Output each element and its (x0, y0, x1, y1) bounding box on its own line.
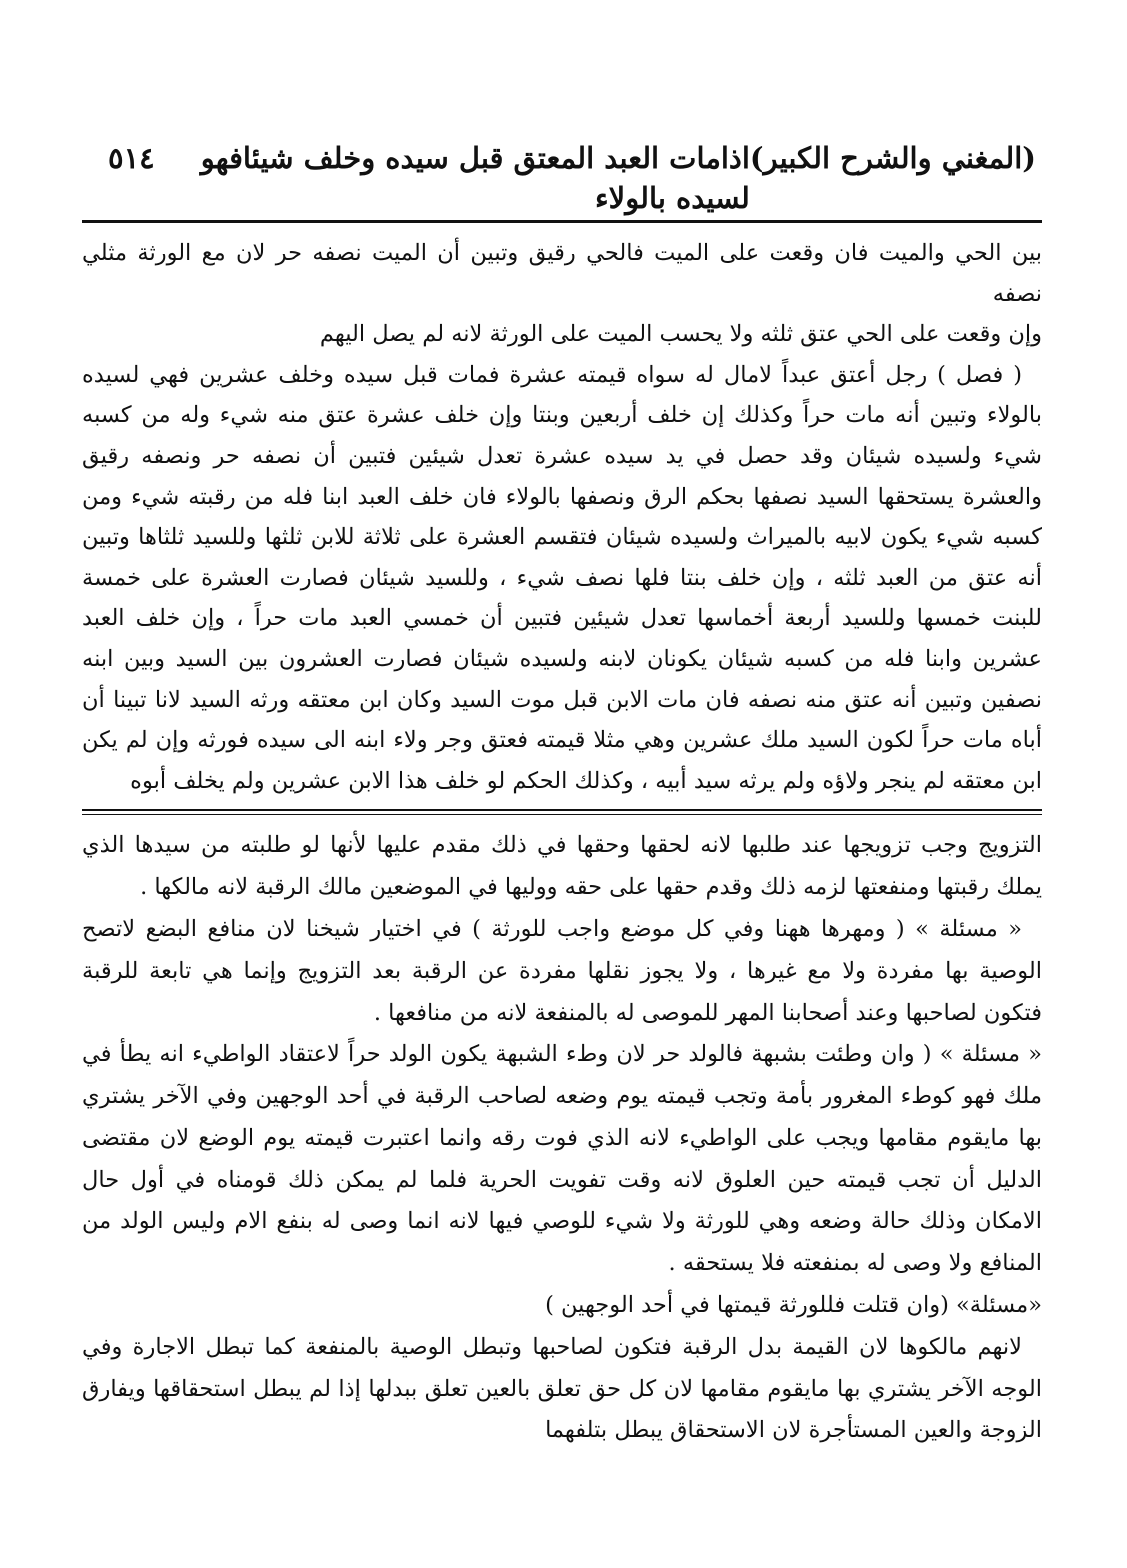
section-divider (82, 809, 1042, 815)
main-paragraph: بين الحي والميت فان وقعت على الميت فالحي رقيق وتبين أن الميت نصفه حر لان مع الورثة مثلي نصفه (82, 240, 1042, 307)
page-header (82, 138, 1042, 218)
commentary-paragraph: لانهم مالكوها لان القيمة بدل الرقبة فتكون لصاحبها وتبطل الوصية بالمنفعة كما تبطل الاجارة وفي الوجه الآخر يشتري بها مايقوم مقامها لان كل حق تعلق بالعين تعلق ببدلها إذا لم يبطل استحقاقها ويفارق الزوجة والعين المستأجرة لان الاستحقاق يبطل بتلفهما (82, 1333, 1042, 1444)
book-page (82, 138, 1042, 1452)
main-text (82, 233, 1042, 801)
header-rule (82, 220, 1042, 223)
running-title: اذامات العبد المعتق قبل سيده وخلف شيئافهو لسيده بالولاء (200, 141, 750, 215)
main-paragraph: ( فصل ) رجل أعتق عبداً لامال له سواه قيمته عشرة فمات قبل سيده وخلف عشرين فهي لسيده بالولاء وتبين أنه مات حراً وكذلك إن خلف أربعين وبنتا وإن خلف عشرة عتق منه شيء وله من كسبه شيء ولسيده شيئان وقد حصل في يد سيده عشرة تعدل شيئين فتبين أن نصفه حر ونصفه رقيق والعشرة يستحقها السيد نصفها بحكم الرق ونصفها بالولاء فان خلف العبد ابنا فله من رقبته شيء ومن كسبه شيء يكون لابيه بالميراث ولسيده شيئان فتقسم العشرة على ثلاثة للابن ثلثها وللسيد ثلثاها وتبين أنه عتق من العبد ثلثه ، وإن خلف بنتا فلها نصف شيء ، وللسيد شيئان فصارت العشرة على خمسة للبنت خمسها وللسيد أربعة أخماسها تعدل شيئين فتبين أن خمسي العبد مات حراً ، وإن خلف العبد عشرين وابنا فله من كسبه شيئان يكونان لابنه ولسيده شيئان فصارت العشرون بين السيد وبين ابنه نصفين وتبين أنه عتق منه نصفه فان مات الابن قبل موت السيد وكان ابن معتقه ورثه السيد لانا تبينا أن أباه مات حراً لكون السيد ملك عشرين وهي مثلا قيمته فعتق وجر ولاء ابنه الى سيده فورثه وإن لم يكن ابن معتقه لم ينجر ولاؤه ولم يرثه سيد أبيه ، وكذلك الحكم لو خلف هذا الابن عشرين ولم يخلف أبوه (82, 361, 1042, 794)
commentary-paragraph: « مسئلة » ( وان وطئت بشبهة فالولد حر لان وطء الشبهة يكون الولد حراً لاعتقاد الواطيء انه يطأ في ملك فهو كوطء المغرور بأمة وتجب قيمته يوم وضعه لصاحب الرقبة في أحد الوجهين وفي الآخر يشتري بها مايقوم مقامها ويجب على الواطيء لانه الذي فوت رقه وانما اعتبرت قيمته يوم الوضع لان مقتضى الدليل أن تجب قيمته حين العلوق لانه وقت تفويت الحرية فلما لم يمكن ذلك قومناه في أول حال الامكان وذلك حالة وضعه وهي للورثة ولا شيء للوصي فيها لانه انما وصى له بنفع الام وليس الولد من المنافع ولا وصى له بمنفعته فلا يستحقه . (82, 1041, 1043, 1277)
commentary-paragraph: « مسئلة » ( ومهرها ههنا وفي كل موضع واجب للورثة ) في اختيار شيخنا لان منافع البضع لاتصح الوصية بها مفردة ولا مع غيرها ، ولا يجوز نقلها مفردة عن الرقبة بعد التزويج وإنما هي تابعة للرقبة فتكون لصاحبها وعند أصحابنا المهر للموصى له بالمنفعة لانه من منافعها . (82, 915, 1042, 1026)
book-source-title: (المغني والشرح الكبير) (749, 141, 1036, 175)
commentary-paragraph: التزويج وجب تزويجها عند طلبها لانه لحقها وحقها في ذلك مقدم عليها لأنها لو طلبته من سيدها الذي يملك رقبتها ومنفعتها لزمه ذلك وقدم حقها على حقه ووليها في الموضعين مالك الرقبة لانه مالكها . (82, 832, 1042, 901)
main-paragraph: وإن وقعت على الحي عتق ثلثه ولا يحسب الميت على الورثة لانه لم يصل اليهم (319, 321, 1042, 348)
page-number: ٥١٤ (108, 141, 155, 175)
commentary-paragraph: «مسئلة» (وان قتلت فللورثة قيمتها في أحد الوجهين ) (545, 1292, 1042, 1319)
commentary-text (82, 825, 1042, 1452)
